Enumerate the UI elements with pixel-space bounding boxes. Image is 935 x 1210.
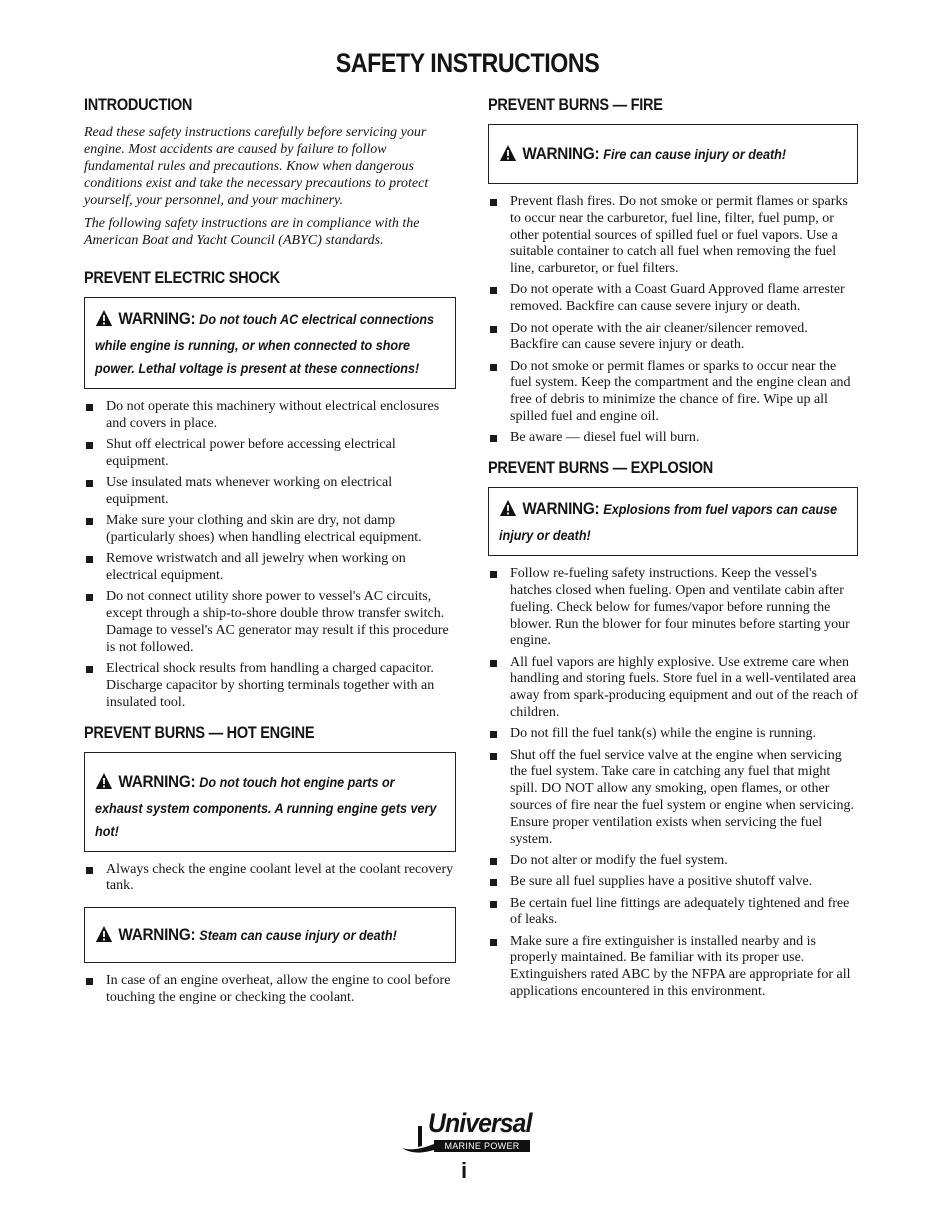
list-item: All fuel vapors are highly explosive. Use extreme care when handling and storing fuels. Store fuel in a well-ventilated area away from spark-producing equipment and out of the reach of children. [488, 655, 858, 722]
warning-box [84, 297, 456, 389]
intro-paragraph: The following safety instructions are in compliance with the American Boat and Yacht Council (ABYC) standards. [84, 216, 420, 248]
bullet-square-icon [86, 518, 93, 525]
list-item: Remove wristwatch and all jewelry when working on electrical equipment. [84, 551, 456, 585]
electric-shock-heading: PREVENT ELECTRIC SHOCK [84, 269, 280, 287]
bullet-list [84, 973, 456, 1007]
explosion-heading: PREVENT BURNS — EXPLOSION [488, 459, 713, 478]
bullet-square-icon [86, 867, 93, 874]
bullet-list [84, 862, 456, 896]
list-item: Do not operate with a Coast Guard Approved flame arrester removed. Backfire can cause severe injury or death. [488, 282, 858, 316]
warning-triangle-icon [95, 309, 113, 334]
bullet-square-icon [490, 287, 497, 294]
list-item: Do not operate this machinery without electrical enclosures and covers in place. [84, 399, 456, 433]
list-item: Make sure your clothing and skin are dry, not damp (particularly shoes) when handling electrical equipment. [84, 513, 456, 547]
warning-triangle-icon [95, 772, 113, 797]
page-number: i [461, 1158, 468, 1183]
warning-box [488, 487, 858, 556]
bullet-square-icon [490, 879, 497, 886]
bullet-square-icon [490, 939, 497, 946]
list-item: In case of an engine overheat, allow the engine to cool before touching the engine or checking the coolant. [84, 973, 456, 1007]
bullet-square-icon [86, 480, 93, 487]
list-item: Make sure a fire extinguisher is installed nearby and is properly maintained. Be familiar with its proper use. Extinguishers rated ABC by the NFPA are appropriate for all applications encountered in this environment. [488, 934, 858, 1001]
warning-box [488, 124, 858, 184]
bullet-square-icon [490, 364, 497, 371]
bullet-square-icon [490, 753, 497, 760]
bullet-square-icon [86, 442, 93, 449]
bullet-square-icon [86, 594, 93, 601]
bullet-list [488, 566, 858, 1001]
intro-paragraph: Read these safety instructions carefully before servicing your engine. Most accidents are caused by failure to follow fundamental rules and precautions. Know when dangerous conditions exist and take the necessary precautions to protect yourself, your personnel, and your machinery. [84, 125, 429, 208]
brand-logo: Universal [428, 1108, 532, 1138]
bullet-square-icon [86, 978, 93, 985]
list-item: Always check the engine coolant level at the coolant recovery tank. [84, 862, 456, 896]
bullet-square-icon [490, 660, 497, 667]
bullet-square-icon [490, 571, 497, 578]
introduction-heading: INTRODUCTION [84, 96, 193, 114]
list-item: Follow re-fueling safety instructions. Keep the vessel's hatches closed when fueling. Open and ventilate cabin after fueling. Check below for fumes/vapor before running the blower. Run the blower for four minutes before starting your engine. [488, 566, 858, 650]
warning-triangle-icon [95, 925, 113, 950]
list-item: Be certain fuel line fittings are adequately tightened and free of leaks. [488, 896, 858, 930]
warning-text: Fire can cause injury or death! [603, 146, 787, 162]
bullet-square-icon [490, 199, 497, 206]
list-item: Shut off the fuel service valve at the engine when servicing the fuel system. Take care in catching any fuel that might spill. DO NOT allow any smoking, open flames, or other sources of fire near the fuel system or engine when servicing. Ensure proper ventilation exists when servicing the fuel system. [488, 748, 858, 849]
warning-label: WARNING: [522, 144, 600, 163]
bullet-square-icon [490, 435, 497, 442]
warning-label: WARNING: [118, 771, 196, 791]
bullet-square-icon [490, 901, 497, 908]
left-column [84, 96, 456, 1019]
warning-text: Explosions from fuel vapors can cause injury or death! [499, 501, 838, 544]
fire-heading: PREVENT BURNS — FIRE [488, 96, 663, 114]
warning-text: Do not touch AC electrical connections while engine is running, or when connected to shore power. Lethal voltage is present at these connections! [95, 311, 435, 376]
list-item: Do not fill the fuel tank(s) while the engine is running. [488, 726, 858, 743]
warning-triangle-icon [499, 144, 517, 169]
bullet-square-icon [490, 326, 497, 333]
introduction-section [84, 124, 456, 249]
warning-text: Steam can cause injury or death! [199, 927, 397, 944]
right-column [488, 96, 858, 1013]
warning-triangle-icon [499, 499, 517, 524]
bullet-square-icon [490, 731, 497, 738]
bullet-square-icon [86, 404, 93, 411]
warning-label: WARNING: [522, 499, 600, 519]
list-item: Electrical shock results from handling a charged capacitor. Discharge capacitor by shorting terminals together with an insulated tool. [84, 661, 456, 711]
warning-box [84, 907, 456, 963]
list-item: Be sure all fuel supplies have a positive shutoff valve. [488, 874, 858, 891]
list-item: Prevent flash fires. Do not smoke or permit flames or sparks to occur near the carburetor, fuel line, filter, fuel pump, or other potential sources of spilled fuel or fuel vapors. Use a suitable container to catch all fuel when removing the fuel line, carburetor, or fuel filters. [488, 194, 858, 278]
bullet-square-icon [86, 666, 93, 673]
logo-tagline: MARINE POWER [434, 1140, 530, 1152]
list-item: Do not smoke or permit flames or sparks to occur near the fuel system. Keep the compartment and the engine clean and free of debris to minimize the chance of fire. Wipe up all spilled fuel and engine oil. [488, 359, 858, 426]
list-item: Do not connect utility shore power to vessel's AC circuits, except through a ship-to-shore double throw transfer switch. Damage to vessel's AC generator may result if this procedure is not followed. [84, 589, 456, 656]
list-item: Shut off electrical power before accessing electrical equipment. [84, 437, 456, 471]
warning-label: WARNING: [118, 925, 196, 945]
list-item: Do not operate with the air cleaner/silencer removed. Backfire can cause severe injury or death. [488, 321, 858, 355]
list-item: Be aware — diesel fuel will burn. [488, 430, 858, 447]
page-title: SAFETY INSTRUCTIONS [335, 48, 600, 78]
warning-text: Do not touch hot engine parts or exhaust system components. A running engine gets very hot! [95, 773, 437, 839]
warning-box [84, 752, 456, 852]
list-item: Use insulated mats whenever working on electrical equipment. [84, 475, 456, 509]
list-item: Do not alter or modify the fuel system. [488, 853, 858, 870]
bullet-list [488, 194, 858, 447]
bullet-square-icon [490, 858, 497, 865]
hot-engine-heading: PREVENT BURNS — HOT ENGINE [84, 723, 315, 742]
footer [400, 1108, 540, 1198]
bullet-square-icon [86, 556, 93, 563]
bullet-list [84, 399, 456, 712]
warning-label: WARNING: [118, 309, 196, 328]
